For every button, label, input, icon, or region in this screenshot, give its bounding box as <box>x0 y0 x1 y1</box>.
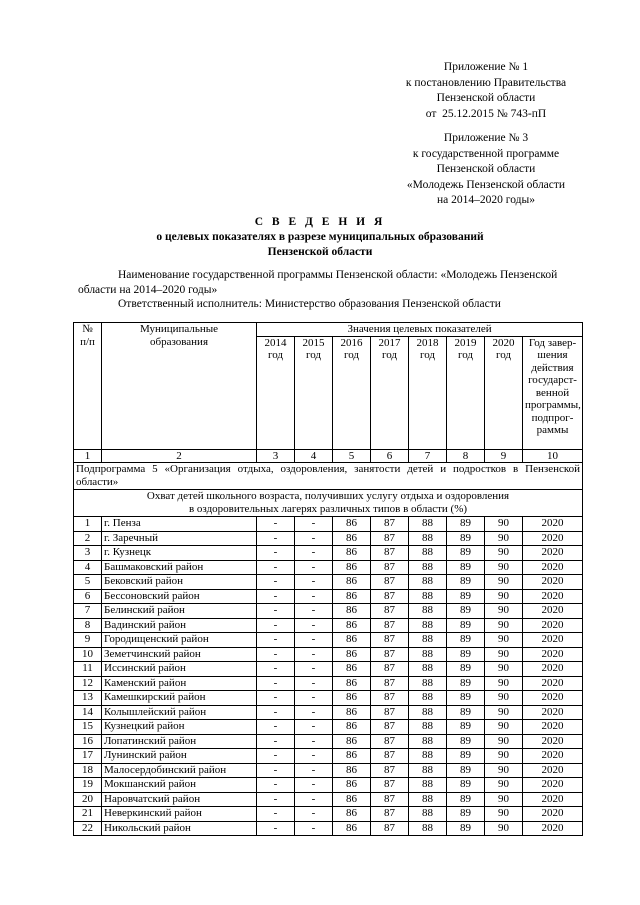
indicator-value: - <box>257 546 295 561</box>
indicator-value: 89 <box>447 560 485 575</box>
column-number: 2 <box>102 449 257 463</box>
indicator-value: - <box>257 763 295 778</box>
row-number: 13 <box>74 691 102 706</box>
indicator-value: 90 <box>485 560 523 575</box>
indicator-value: - <box>295 531 333 546</box>
municipality-name: Земетчинский район <box>102 647 257 662</box>
header-year-4: 2018 год <box>409 336 447 449</box>
indicator-value: - <box>295 633 333 648</box>
table-row <box>74 575 583 590</box>
table-row <box>74 531 583 546</box>
indicator-value: 87 <box>371 662 409 677</box>
appendix-3-line: на 2014–2020 годы» <box>437 194 535 206</box>
indicator-value: 87 <box>371 546 409 561</box>
appendix-1-title: Приложение № 1 <box>443 61 529 73</box>
column-number: 1 <box>74 449 102 463</box>
indicator-value: 87 <box>371 531 409 546</box>
indicators-table <box>73 322 583 836</box>
indicator-value: - <box>257 647 295 662</box>
row-number: 10 <box>74 647 102 662</box>
indicator-value: 88 <box>409 691 447 706</box>
table-row <box>74 560 583 575</box>
appendix-3-line: Пензенской области <box>436 163 536 175</box>
header-year-2: 2016 год <box>333 336 371 449</box>
row-number: 5 <box>74 575 102 590</box>
end-year-value: 2020 <box>523 807 583 822</box>
indicator-value: - <box>257 589 295 604</box>
indicator-value: - <box>257 720 295 735</box>
table-row <box>74 792 583 807</box>
indicator-value: 90 <box>485 618 523 633</box>
indicator-value: 90 <box>485 633 523 648</box>
row-number: 14 <box>74 705 102 720</box>
indicator-value: 90 <box>485 531 523 546</box>
end-year-value: 2020 <box>523 792 583 807</box>
table-row <box>74 720 583 735</box>
municipality-name: Лунинский район <box>102 749 257 764</box>
indicator-value: 90 <box>485 575 523 590</box>
indicator-value: - <box>257 618 295 633</box>
indicator-value: - <box>295 517 333 532</box>
indicator-value: 89 <box>447 807 485 822</box>
table-row <box>74 604 583 619</box>
column-number: 10 <box>523 449 583 463</box>
indicator-value: 87 <box>371 749 409 764</box>
indicator-value: - <box>257 531 295 546</box>
indicator-value: - <box>257 807 295 822</box>
indicator-value: 87 <box>371 676 409 691</box>
appendix-3-line: «Молодежь Пензенской области <box>406 178 566 191</box>
municipality-name: г. Заречный <box>102 531 257 546</box>
end-year-value: 2020 <box>523 734 583 749</box>
table-row <box>74 778 583 793</box>
indicator-value: - <box>257 821 295 836</box>
indicator-value: - <box>295 589 333 604</box>
indicator-value: 87 <box>371 778 409 793</box>
indicator-value: 86 <box>333 792 371 807</box>
indicator-value: 88 <box>409 546 447 561</box>
indicator-value: 89 <box>447 821 485 836</box>
indicator-value: 88 <box>409 734 447 749</box>
row-number: 11 <box>74 662 102 677</box>
indicator-value: - <box>295 821 333 836</box>
indicator-value: 88 <box>409 517 447 532</box>
indicator-value: 87 <box>371 604 409 619</box>
municipality-name: Никольский район <box>102 821 257 836</box>
indicator-value: 88 <box>409 647 447 662</box>
document-title <box>60 215 580 260</box>
row-number: 16 <box>74 734 102 749</box>
subprogram-title: Подпрограмма 5 «Организация отдыха, оздоровления, занятости детей и подростков в Пензенской области» <box>74 463 583 490</box>
table-row <box>74 647 583 662</box>
indicator-value: - <box>257 734 295 749</box>
indicator-value: - <box>295 575 333 590</box>
title-main: С В Е Д Е Н И Я <box>254 216 386 228</box>
table-row <box>74 763 583 778</box>
indicator-value: - <box>295 691 333 706</box>
indicator-value: 87 <box>371 647 409 662</box>
program-executor: Ответственный исполнитель: Министерство образования Пензенской области <box>118 298 501 310</box>
end-year-value: 2020 <box>523 546 583 561</box>
indicator-value: - <box>295 560 333 575</box>
table-row <box>74 676 583 691</box>
indicator-value: 86 <box>333 546 371 561</box>
table-row <box>74 662 583 677</box>
indicator-value: 89 <box>447 662 485 677</box>
end-year-value: 2020 <box>523 517 583 532</box>
indicator-value: - <box>295 618 333 633</box>
indicator-value: 90 <box>485 705 523 720</box>
indicator-value: - <box>295 778 333 793</box>
indicator-title: Охват детей школьного возраста, получивших услугу отдыха и оздоровления в оздоровительных лагерях различных типов в области (%) <box>74 490 583 517</box>
municipality-name: Бессоновский район <box>102 589 257 604</box>
table-row <box>74 821 583 836</box>
indicator-value: 89 <box>447 763 485 778</box>
indicator-value: 89 <box>447 546 485 561</box>
municipality-name: Наровчатский район <box>102 792 257 807</box>
row-number: 17 <box>74 749 102 764</box>
row-number: 19 <box>74 778 102 793</box>
indicator-value: 90 <box>485 749 523 764</box>
indicator-value: 90 <box>485 691 523 706</box>
subprogram-row <box>74 463 583 490</box>
appendix-1-block <box>386 60 586 122</box>
indicator-value: 87 <box>371 792 409 807</box>
row-number: 3 <box>74 546 102 561</box>
municipality-name: г. Пенза <box>102 517 257 532</box>
table-row <box>74 589 583 604</box>
indicator-value: 88 <box>409 705 447 720</box>
indicator-value: - <box>295 807 333 822</box>
indicator-value: 90 <box>485 517 523 532</box>
indicator-value: - <box>257 778 295 793</box>
indicator-value: - <box>295 662 333 677</box>
indicator-value: 86 <box>333 763 371 778</box>
municipality-name: Малосердобинский район <box>102 763 257 778</box>
indicator-value: 86 <box>333 691 371 706</box>
indicator-value: 88 <box>409 560 447 575</box>
column-number: 5 <box>333 449 371 463</box>
row-number: 7 <box>74 604 102 619</box>
row-number: 8 <box>74 618 102 633</box>
indicator-value: 86 <box>333 618 371 633</box>
indicator-value: 86 <box>333 575 371 590</box>
row-number: 4 <box>74 560 102 575</box>
header-year-3: 2017 год <box>371 336 409 449</box>
indicator-value: 88 <box>409 778 447 793</box>
row-number: 21 <box>74 807 102 822</box>
indicator-value: 89 <box>447 618 485 633</box>
appendix-3-block <box>386 131 586 209</box>
column-number: 8 <box>447 449 485 463</box>
indicator-value: 86 <box>333 517 371 532</box>
program-name: Наименование государственной программы Пензенской области: «Молодежь Пензенской области на 2014–2020 годы» <box>78 269 558 296</box>
indicator-value: 89 <box>447 575 485 590</box>
column-number: 9 <box>485 449 523 463</box>
header-year-5: 2019 год <box>447 336 485 449</box>
indicator-value: 86 <box>333 560 371 575</box>
indicator-value: 87 <box>371 575 409 590</box>
indicator-value: 86 <box>333 749 371 764</box>
indicator-value: - <box>295 749 333 764</box>
municipality-name: Колышлейский район <box>102 705 257 720</box>
indicator-value: 87 <box>371 633 409 648</box>
indicator-value: - <box>295 792 333 807</box>
table-row <box>74 618 583 633</box>
indicator-value: 88 <box>409 763 447 778</box>
end-year-value: 2020 <box>523 633 583 648</box>
indicator-value: 88 <box>409 575 447 590</box>
end-year-value: 2020 <box>523 531 583 546</box>
indicator-value: 89 <box>447 691 485 706</box>
indicator-value: 88 <box>409 720 447 735</box>
header-municipality: Муниципальные образования <box>102 323 257 450</box>
indicator-value: 86 <box>333 633 371 648</box>
indicator-value: 90 <box>485 676 523 691</box>
table-column-numbers-row <box>74 449 583 463</box>
indicator-value: 88 <box>409 604 447 619</box>
indicator-value: 88 <box>409 618 447 633</box>
indicator-value: 86 <box>333 720 371 735</box>
indicator-value: - <box>295 546 333 561</box>
indicator-value: - <box>257 633 295 648</box>
indicator-value: 88 <box>409 749 447 764</box>
indicator-value: - <box>295 604 333 619</box>
indicator-value: 88 <box>409 531 447 546</box>
column-number: 4 <box>295 449 333 463</box>
row-number: 6 <box>74 589 102 604</box>
table-row <box>74 705 583 720</box>
end-year-value: 2020 <box>523 821 583 836</box>
row-number: 18 <box>74 763 102 778</box>
end-year-value: 2020 <box>523 749 583 764</box>
indicator-value: 86 <box>333 705 371 720</box>
column-number: 6 <box>371 449 409 463</box>
indicator-value: 90 <box>485 734 523 749</box>
indicator-value: 88 <box>409 589 447 604</box>
table-header-row <box>74 323 583 337</box>
indicator-value: 87 <box>371 807 409 822</box>
indicator-value: - <box>295 720 333 735</box>
indicator-value: 88 <box>409 792 447 807</box>
indicator-value: - <box>257 691 295 706</box>
indicator-value: 90 <box>485 604 523 619</box>
municipality-name: Лопатинский район <box>102 734 257 749</box>
row-number: 15 <box>74 720 102 735</box>
indicator-value: 87 <box>371 705 409 720</box>
indicator-value: 89 <box>447 517 485 532</box>
indicator-value: 87 <box>371 691 409 706</box>
indicator-value: 90 <box>485 546 523 561</box>
header-num: № п/п <box>74 323 102 450</box>
header-year-1: 2015 год <box>295 336 333 449</box>
indicator-value: 90 <box>485 763 523 778</box>
indicator-value: 90 <box>485 778 523 793</box>
table-row <box>74 734 583 749</box>
municipality-name: г. Кузнецк <box>102 546 257 561</box>
header-year-6: 2020 год <box>485 336 523 449</box>
indicator-value: 86 <box>333 531 371 546</box>
indicator-value: 87 <box>371 589 409 604</box>
municipality-name: Кузнецкий район <box>102 720 257 735</box>
indicator-value: - <box>257 792 295 807</box>
program-info <box>78 268 583 312</box>
indicator-value: - <box>257 575 295 590</box>
column-number: 7 <box>409 449 447 463</box>
indicator-value: 88 <box>409 676 447 691</box>
indicator-value: 89 <box>447 720 485 735</box>
indicator-value: 86 <box>333 821 371 836</box>
indicator-value: 89 <box>447 749 485 764</box>
indicator-value: 90 <box>485 792 523 807</box>
row-number: 1 <box>74 517 102 532</box>
end-year-value: 2020 <box>523 575 583 590</box>
indicator-value: 89 <box>447 647 485 662</box>
indicator-value: - <box>257 676 295 691</box>
indicator-value: - <box>257 749 295 764</box>
municipality-name: Камешкирский район <box>102 691 257 706</box>
indicator-value: - <box>257 662 295 677</box>
indicator-value: - <box>257 604 295 619</box>
indicator-value: 90 <box>485 821 523 836</box>
end-year-value: 2020 <box>523 589 583 604</box>
end-year-value: 2020 <box>523 618 583 633</box>
end-year-value: 2020 <box>523 560 583 575</box>
indicator-value: 87 <box>371 720 409 735</box>
indicator-value: 88 <box>409 633 447 648</box>
indicator-value: 89 <box>447 604 485 619</box>
indicator-value: - <box>295 705 333 720</box>
table-row <box>74 807 583 822</box>
indicator-value: 86 <box>333 604 371 619</box>
end-year-value: 2020 <box>523 647 583 662</box>
appendix-3-line: к государственной программе <box>412 147 560 160</box>
indicator-value: 88 <box>409 821 447 836</box>
row-number: 20 <box>74 792 102 807</box>
indicator-value: 86 <box>333 807 371 822</box>
indicator-value: 87 <box>371 821 409 836</box>
end-year-value: 2020 <box>523 705 583 720</box>
table-row <box>74 691 583 706</box>
indicator-value: - <box>295 763 333 778</box>
appendix-1-date: от 25.12.2015 № 743-пП <box>425 107 547 120</box>
end-year-value: 2020 <box>523 676 583 691</box>
indicator-value: 89 <box>447 589 485 604</box>
indicator-value: 89 <box>447 792 485 807</box>
indicator-value: 90 <box>485 720 523 735</box>
indicator-value: 86 <box>333 647 371 662</box>
header-values-group: Значения целевых показателей <box>257 323 583 337</box>
indicator-value: 89 <box>447 734 485 749</box>
table-row <box>74 546 583 561</box>
end-year-value: 2020 <box>523 662 583 677</box>
municipality-name: Бековский район <box>102 575 257 590</box>
indicator-value: 89 <box>447 531 485 546</box>
municipality-name: Белинский район <box>102 604 257 619</box>
indicator-value: 90 <box>485 807 523 822</box>
header-year-0: 2014 год <box>257 336 295 449</box>
end-year-value: 2020 <box>523 604 583 619</box>
row-number: 12 <box>74 676 102 691</box>
indicator-value: 90 <box>485 647 523 662</box>
municipality-name: Мокшанский район <box>102 778 257 793</box>
indicator-value: 87 <box>371 734 409 749</box>
appendix-1-line: Пензенской области <box>436 92 536 104</box>
appendix-1-line: к постановлению Правительства <box>405 76 567 89</box>
indicator-value: - <box>295 647 333 662</box>
municipality-name: Неверкинский район <box>102 807 257 822</box>
indicator-value: - <box>295 734 333 749</box>
indicator-value: 86 <box>333 589 371 604</box>
indicator-value: - <box>295 676 333 691</box>
indicator-value: 86 <box>333 734 371 749</box>
indicator-row <box>74 490 583 517</box>
end-year-value: 2020 <box>523 778 583 793</box>
indicator-value: 86 <box>333 676 371 691</box>
row-number: 2 <box>74 531 102 546</box>
indicator-value: 86 <box>333 778 371 793</box>
municipality-name: Городищенский район <box>102 633 257 648</box>
indicator-value: - <box>257 705 295 720</box>
title-subtitle: о целевых показателях в разрезе муниципальных образований <box>156 231 484 243</box>
indicator-value: 86 <box>333 662 371 677</box>
header-end-year: Год завер- шения действия государст- венной программы, подпрог- раммы <box>523 336 583 449</box>
indicator-value: 89 <box>447 633 485 648</box>
indicator-value: 90 <box>485 662 523 677</box>
indicator-value: 87 <box>371 560 409 575</box>
indicator-value: 90 <box>485 589 523 604</box>
municipality-name: Иссинский район <box>102 662 257 677</box>
appendix-3-title: Приложение № 3 <box>443 132 529 144</box>
indicator-value: 89 <box>447 705 485 720</box>
municipality-name: Вадинский район <box>102 618 257 633</box>
indicator-value: 88 <box>409 807 447 822</box>
row-number: 22 <box>74 821 102 836</box>
indicator-value: - <box>257 517 295 532</box>
end-year-value: 2020 <box>523 763 583 778</box>
table-row <box>74 749 583 764</box>
end-year-value: 2020 <box>523 720 583 735</box>
municipality-name: Каменский район <box>102 676 257 691</box>
title-subtitle: Пензенской области <box>267 246 373 258</box>
indicator-value: 89 <box>447 778 485 793</box>
table-row <box>74 633 583 648</box>
column-number: 3 <box>257 449 295 463</box>
indicator-value: 89 <box>447 676 485 691</box>
indicator-value: 87 <box>371 618 409 633</box>
row-number: 9 <box>74 633 102 648</box>
indicator-value: 87 <box>371 763 409 778</box>
indicator-value: - <box>257 560 295 575</box>
end-year-value: 2020 <box>523 691 583 706</box>
municipality-name: Башмаковский район <box>102 560 257 575</box>
indicator-value: 88 <box>409 662 447 677</box>
indicator-value: 87 <box>371 517 409 532</box>
table-row <box>74 517 583 532</box>
